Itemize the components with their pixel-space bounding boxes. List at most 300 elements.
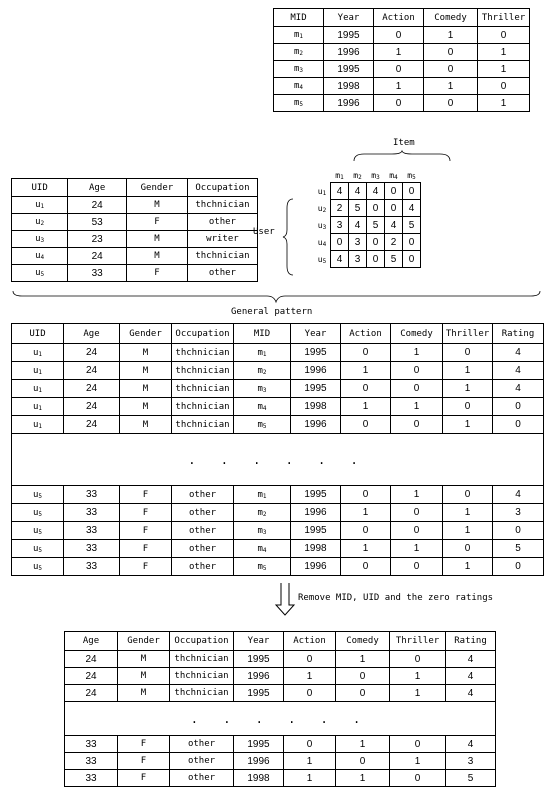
- table-row: [12, 362, 544, 380]
- user-label: User: [253, 227, 275, 237]
- table-cell: 0: [391, 504, 443, 522]
- table-row: [12, 486, 544, 504]
- uid-cell-index: 1: [40, 203, 45, 210]
- mid-prefix: m: [257, 561, 263, 572]
- table-cell: 1: [341, 540, 391, 558]
- table-cell: 0: [443, 486, 493, 504]
- table-cell: M: [118, 685, 170, 702]
- table-cell: 1: [336, 770, 390, 787]
- table-cell: 24: [64, 344, 120, 362]
- matrix-row-header: [314, 251, 331, 268]
- matrix-col-prefix: m: [335, 170, 341, 180]
- matrix-row-header: [314, 183, 331, 200]
- table-row: [65, 651, 496, 668]
- table-cell: 33: [68, 265, 127, 282]
- table-cell: 0: [341, 416, 391, 434]
- matrix-cell: 5: [403, 217, 421, 234]
- table-row: [12, 398, 544, 416]
- table-cell: F: [126, 214, 187, 231]
- table-cell: 1998: [291, 398, 341, 416]
- table-row: [12, 540, 544, 558]
- table-cell: F: [118, 736, 170, 753]
- uid-cell: [12, 214, 68, 231]
- matrix-cell: 4: [331, 251, 349, 268]
- matrix-row-index: 1: [322, 189, 327, 197]
- matrix-row-prefix: u: [317, 254, 323, 264]
- uid-cell: [12, 197, 68, 214]
- table-cell: 24: [65, 651, 118, 668]
- table-cell: 1: [336, 736, 390, 753]
- column-header: Occupation: [170, 632, 234, 651]
- mid-index: 1: [262, 492, 267, 500]
- table-cell: 1: [390, 685, 446, 702]
- table-cell: 33: [64, 486, 120, 504]
- mid-index: 2: [262, 510, 267, 518]
- table-cell: 0: [493, 522, 544, 540]
- matrix-col-header: [331, 168, 349, 183]
- table-cell: other: [170, 770, 234, 787]
- table-cell: 1996: [324, 44, 374, 61]
- mid-prefix: m: [257, 525, 263, 536]
- mid-cell-prefix: m: [293, 47, 300, 57]
- table-cell: 0: [443, 344, 493, 362]
- matrix-row-index: 3: [322, 223, 327, 231]
- matrix-corner: [314, 168, 331, 183]
- final-table: [64, 631, 496, 787]
- table-cell: 1995: [324, 27, 374, 44]
- table-row: [274, 44, 530, 61]
- table-cell: 33: [65, 736, 118, 753]
- mid-prefix: m: [257, 383, 263, 394]
- table-row: [65, 736, 496, 753]
- table-cell: other: [172, 504, 234, 522]
- uid-prefix: u: [32, 561, 39, 572]
- table-cell: 3: [493, 504, 544, 522]
- table-cell: 0: [493, 558, 544, 576]
- ellipsis-row: [12, 434, 544, 486]
- down-arrow-icon: [275, 583, 295, 617]
- matrix-col-prefix: m: [389, 170, 395, 180]
- mid-cell: [234, 380, 291, 398]
- table-cell: M: [120, 344, 172, 362]
- table-cell: F: [118, 753, 170, 770]
- matrix-row-prefix: u: [317, 220, 323, 230]
- uid-prefix: u: [32, 401, 39, 412]
- table-cell: 0: [336, 668, 390, 685]
- table-row: [65, 770, 496, 787]
- mid-cell-index: 2: [299, 50, 304, 57]
- matrix-row: [314, 234, 421, 251]
- column-header: Occupation: [187, 179, 257, 197]
- table-cell: 1: [443, 522, 493, 540]
- uid-cell: [12, 248, 68, 265]
- table-cell: M: [126, 248, 187, 265]
- mid-cell-prefix: m: [293, 81, 300, 91]
- table-cell: 0: [284, 736, 336, 753]
- table-cell: 1996: [291, 416, 341, 434]
- table-cell: 1: [443, 380, 493, 398]
- item-label: Item: [393, 138, 415, 148]
- table-cell: 1: [390, 753, 446, 770]
- uid-cell-index: 5: [40, 271, 45, 278]
- table-cell: other: [172, 486, 234, 504]
- table-cell: 0: [390, 651, 446, 668]
- table-cell: thchnician: [172, 362, 234, 380]
- table-cell: 53: [68, 214, 127, 231]
- column-header: UID: [12, 179, 68, 197]
- matrix-cell: 0: [385, 200, 403, 217]
- column-header: Rating: [493, 324, 544, 344]
- table-cell: 3: [446, 753, 496, 770]
- table-cell: 0: [391, 416, 443, 434]
- matrix-cell: 5: [349, 200, 367, 217]
- table-cell: 0: [341, 380, 391, 398]
- table-cell: 4: [493, 380, 544, 398]
- table-cell: other: [170, 753, 234, 770]
- uid-cell-prefix: u: [35, 200, 41, 210]
- column-header: Year: [291, 324, 341, 344]
- matrix-row-prefix: u: [317, 237, 323, 247]
- table-cell: 1996: [234, 668, 284, 685]
- matrix-col-header: [349, 168, 367, 183]
- uid-index: 1: [38, 350, 43, 358]
- table-cell: thchnician: [187, 248, 257, 265]
- table-cell: 1996: [291, 558, 341, 576]
- table-cell: F: [120, 486, 172, 504]
- arrow-label: Remove MID, UID and the zero ratings: [298, 593, 494, 603]
- column-header: Gender: [118, 632, 170, 651]
- matrix-cell: 0: [385, 183, 403, 200]
- mid-prefix: m: [257, 419, 263, 430]
- table-cell: thchnician: [187, 197, 257, 214]
- table-cell: 1: [336, 651, 390, 668]
- mid-cell: [234, 344, 291, 362]
- uid-cell: [12, 416, 64, 434]
- matrix-cell: 3: [349, 251, 367, 268]
- mid-cell-index: 3: [299, 67, 304, 74]
- uid-index: 5: [38, 492, 43, 500]
- table-cell: 33: [64, 522, 120, 540]
- table-cell: M: [126, 197, 187, 214]
- table-cell: 0: [341, 486, 391, 504]
- matrix-row: [314, 183, 421, 200]
- mid-cell-index: 1: [299, 33, 304, 40]
- uid-index: 5: [38, 510, 43, 518]
- table-cell: 1998: [291, 540, 341, 558]
- mid-index: 3: [262, 386, 267, 394]
- table-cell: 0: [478, 78, 530, 95]
- matrix-cell: 0: [367, 234, 385, 251]
- table-row: [274, 27, 530, 44]
- matrix-cell: 0: [403, 251, 421, 268]
- column-header: Occupation: [172, 324, 234, 344]
- matrix-row-index: 4: [322, 240, 327, 248]
- table-row: [12, 344, 544, 362]
- table-cell: M: [120, 362, 172, 380]
- uid-cell: [12, 558, 64, 576]
- table-cell: M: [118, 651, 170, 668]
- table-cell: F: [126, 265, 187, 282]
- table-cell: 1: [478, 61, 530, 78]
- table-cell: 0: [284, 651, 336, 668]
- mid-cell-index: 4: [299, 84, 304, 91]
- table-cell: 0: [336, 753, 390, 770]
- column-header: MID: [274, 9, 324, 27]
- table-cell: 0: [391, 522, 443, 540]
- column-header: Gender: [126, 179, 187, 197]
- uid-cell: [12, 380, 64, 398]
- uid-cell: [12, 398, 64, 416]
- table-cell: 1: [284, 668, 336, 685]
- rating-matrix: [314, 168, 421, 268]
- user-brace: [283, 198, 295, 276]
- table-row: [12, 265, 258, 282]
- table-cell: 0: [390, 736, 446, 753]
- general-pattern-brace: [12, 290, 542, 304]
- table-cell: 5: [446, 770, 496, 787]
- table-cell: 33: [64, 558, 120, 576]
- matrix-col-index: 3: [376, 173, 380, 181]
- table-cell: 1: [391, 398, 443, 416]
- user-table: [11, 178, 258, 282]
- matrix-cell: 5: [385, 251, 403, 268]
- table-cell: 0: [391, 558, 443, 576]
- uid-cell: [12, 540, 64, 558]
- table-cell: 1: [391, 540, 443, 558]
- table-row: [12, 504, 544, 522]
- matrix-cell: 4: [367, 183, 385, 200]
- table-cell: 33: [65, 770, 118, 787]
- table-cell: 24: [64, 416, 120, 434]
- table-cell: 1995: [234, 685, 284, 702]
- table-row: [12, 231, 258, 248]
- table-cell: 1: [374, 78, 424, 95]
- table-row: [12, 197, 258, 214]
- table-cell: 4: [446, 736, 496, 753]
- table-cell: 1998: [234, 770, 284, 787]
- table-cell: 1996: [291, 362, 341, 380]
- table-row: [12, 416, 544, 434]
- mid-index: 5: [262, 422, 267, 430]
- table-cell: 0: [424, 61, 478, 78]
- table-cell: 33: [64, 504, 120, 522]
- table-cell: thchnician: [170, 651, 234, 668]
- table-cell: 1995: [234, 651, 284, 668]
- table-cell: 0: [424, 44, 478, 61]
- mid-index: 2: [262, 368, 267, 376]
- table-cell: 0: [424, 95, 478, 112]
- uid-prefix: u: [32, 489, 39, 500]
- column-header: Year: [324, 9, 374, 27]
- table-row: [274, 95, 530, 112]
- column-header: Age: [64, 324, 120, 344]
- joined-table: [11, 323, 544, 576]
- matrix-col-index: 2: [358, 173, 362, 181]
- table-cell: 4: [446, 651, 496, 668]
- column-header: Comedy: [336, 632, 390, 651]
- table-row: [65, 685, 496, 702]
- table-cell: M: [126, 231, 187, 248]
- matrix-cell: 0: [403, 183, 421, 200]
- table-cell: 24: [64, 398, 120, 416]
- table-cell: 0: [493, 416, 544, 434]
- table-cell: 4: [446, 685, 496, 702]
- table-row: [12, 522, 544, 540]
- matrix-row-header: [314, 234, 331, 251]
- mid-cell: [274, 78, 324, 95]
- table-cell: 0: [443, 540, 493, 558]
- uid-prefix: u: [32, 543, 39, 554]
- matrix-cell: 0: [367, 251, 385, 268]
- mid-prefix: m: [257, 489, 263, 500]
- mid-cell: [234, 522, 291, 540]
- uid-cell: [12, 344, 64, 362]
- table-cell: other: [187, 265, 257, 282]
- mid-cell: [234, 486, 291, 504]
- mid-cell: [274, 27, 324, 44]
- mid-prefix: m: [257, 401, 263, 412]
- table-row: [274, 61, 530, 78]
- mid-cell: [234, 362, 291, 380]
- matrix-cell: 2: [331, 200, 349, 217]
- table-cell: 5: [493, 540, 544, 558]
- uid-prefix: u: [32, 347, 39, 358]
- uid-cell-index: 4: [40, 254, 45, 261]
- table-cell: thchnician: [170, 668, 234, 685]
- table-cell: 0: [493, 398, 544, 416]
- column-header: Action: [374, 9, 424, 27]
- table-cell: 1996: [234, 753, 284, 770]
- uid-prefix: u: [32, 419, 39, 430]
- column-header: Action: [341, 324, 391, 344]
- mid-prefix: m: [257, 543, 263, 554]
- matrix-cell: 0: [331, 234, 349, 251]
- matrix-row: [314, 200, 421, 217]
- mid-index: 4: [262, 546, 267, 554]
- mid-cell: [234, 540, 291, 558]
- matrix-col-index: 4: [394, 173, 398, 181]
- table-cell: 24: [65, 685, 118, 702]
- table-cell: thchnician: [170, 685, 234, 702]
- table-cell: 0: [391, 362, 443, 380]
- table-row: [274, 78, 530, 95]
- table-cell: 1: [374, 44, 424, 61]
- matrix-cell: 5: [367, 217, 385, 234]
- uid-cell: [12, 362, 64, 380]
- matrix-row: [314, 251, 421, 268]
- uid-prefix: u: [32, 507, 39, 518]
- table-cell: thchnician: [172, 344, 234, 362]
- table-cell: 0: [341, 522, 391, 540]
- table-cell: 0: [341, 344, 391, 362]
- table-cell: other: [170, 736, 234, 753]
- matrix-cell: 4: [331, 183, 349, 200]
- column-header: MID: [234, 324, 291, 344]
- matrix-cell: 4: [349, 217, 367, 234]
- table-row: [12, 214, 258, 231]
- matrix-row-header: [314, 217, 331, 234]
- table-cell: 1996: [291, 504, 341, 522]
- mid-cell: [234, 558, 291, 576]
- table-cell: 4: [446, 668, 496, 685]
- table-cell: 1: [443, 362, 493, 380]
- uid-cell: [12, 486, 64, 504]
- table-cell: 1995: [291, 486, 341, 504]
- table-cell: 0: [374, 95, 424, 112]
- mid-prefix: m: [257, 347, 263, 358]
- table-cell: 1: [478, 44, 530, 61]
- table-cell: thchnician: [172, 398, 234, 416]
- table-cell: F: [120, 522, 172, 540]
- column-header: Action: [284, 632, 336, 651]
- table-cell: 24: [68, 197, 127, 214]
- mid-index: 3: [262, 528, 267, 536]
- matrix-cell: 4: [403, 200, 421, 217]
- table-cell: 1: [443, 558, 493, 576]
- item-table: [273, 8, 530, 112]
- column-header: UID: [12, 324, 64, 344]
- table-cell: F: [120, 504, 172, 522]
- uid-cell: [12, 231, 68, 248]
- table-cell: 1: [390, 668, 446, 685]
- table-cell: 0: [478, 27, 530, 44]
- table-row: [12, 558, 544, 576]
- table-cell: 24: [68, 248, 127, 265]
- matrix-cell: 0: [403, 234, 421, 251]
- ellipsis-row: [65, 702, 496, 736]
- matrix-row-prefix: u: [317, 186, 323, 196]
- table-cell: 1: [424, 27, 478, 44]
- uid-index: 1: [38, 368, 43, 376]
- column-header: Thriller: [390, 632, 446, 651]
- table-cell: 0: [341, 558, 391, 576]
- column-header: Year: [234, 632, 284, 651]
- mid-cell: [274, 61, 324, 78]
- table-cell: F: [118, 770, 170, 787]
- table-cell: 1995: [324, 61, 374, 78]
- matrix-col-header: [403, 168, 421, 183]
- mid-cell: [274, 95, 324, 112]
- matrix-row-prefix: u: [317, 203, 323, 213]
- column-header: Thriller: [478, 9, 530, 27]
- column-header: Rating: [446, 632, 496, 651]
- table-row: [12, 380, 544, 398]
- table-cell: 1: [391, 486, 443, 504]
- mid-cell-index: 5: [299, 101, 304, 108]
- matrix-row: [314, 217, 421, 234]
- uid-cell-index: 2: [40, 220, 45, 227]
- table-row: [65, 668, 496, 685]
- table-cell: 4: [493, 486, 544, 504]
- mid-cell-prefix: m: [293, 64, 300, 74]
- matrix-col-header: [367, 168, 385, 183]
- table-cell: 1995: [234, 736, 284, 753]
- table-cell: 1998: [324, 78, 374, 95]
- table-cell: 0: [374, 27, 424, 44]
- table-cell: M: [120, 416, 172, 434]
- table-cell: 1995: [291, 380, 341, 398]
- uid-prefix: u: [32, 383, 39, 394]
- item-brace: [352, 151, 452, 163]
- mid-index: 5: [262, 564, 267, 572]
- column-header: Comedy: [424, 9, 478, 27]
- table-cell: 1: [284, 770, 336, 787]
- matrix-row-index: 2: [322, 206, 327, 214]
- column-header: Comedy: [391, 324, 443, 344]
- table-cell: thchnician: [172, 380, 234, 398]
- uid-index: 5: [38, 546, 43, 554]
- matrix-col-index: 1: [340, 173, 344, 181]
